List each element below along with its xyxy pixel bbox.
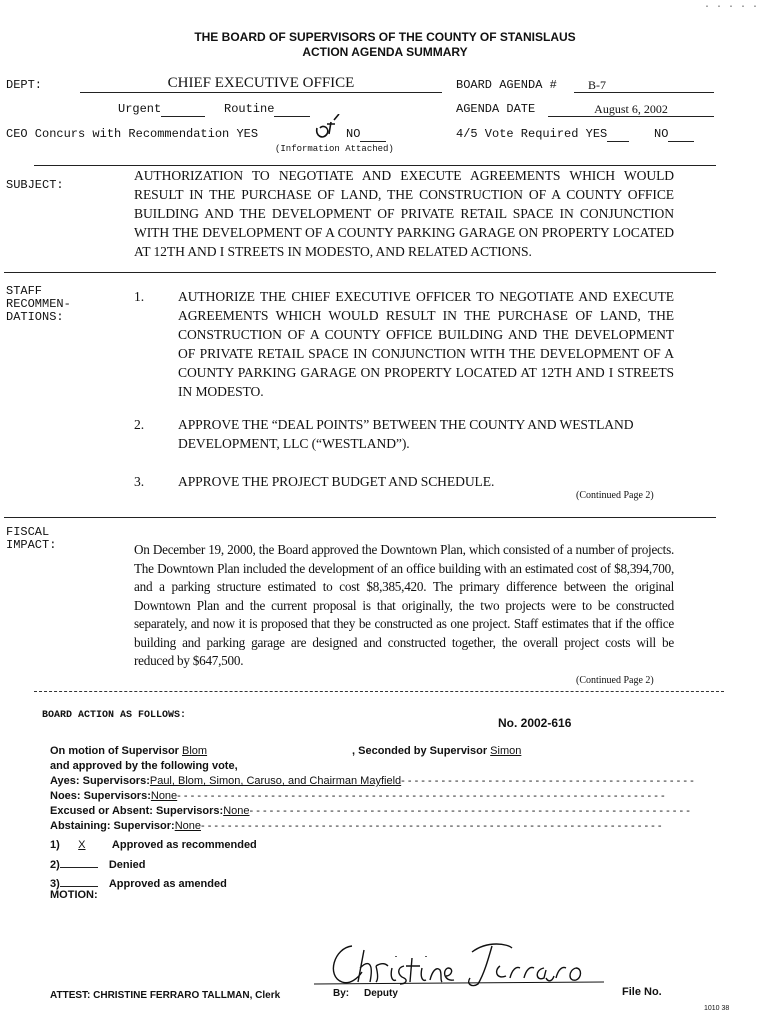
- ceo-concurs-label: CEO Concurs with Recommendation YES: [6, 127, 259, 141]
- seconded-supervisor: Simon: [490, 745, 522, 757]
- form-code: 1010 38: [704, 1005, 730, 1012]
- staff-bottom-rule: [4, 517, 716, 518]
- recommendation-3-number: 3.: [134, 474, 144, 489]
- ceo-no-text: NO: [346, 127, 361, 141]
- clerk-signature: [312, 930, 612, 990]
- board-agenda-label: BOARD AGENDA #: [456, 78, 557, 92]
- board-agenda-value: B-7: [574, 79, 714, 93]
- fiscal-continued-note: (Continued Page 2): [576, 675, 654, 686]
- recommendation-2-text: APPROVE THE “DEAL POINTS” BETWEEN THE COUNTY AND WESTLAND DEVELOPMENT, LLC (“WESTLAND”).: [178, 417, 634, 451]
- routine-blank: [274, 103, 310, 117]
- urgent-label: [118, 103, 205, 117]
- staff-label-line1: STAFF: [6, 284, 43, 298]
- staff-label-line3: DATIONS:: [6, 310, 64, 324]
- ayes-value: Paul, Blom, Simon, Caruso, and Chairman Mayfield: [149, 775, 402, 787]
- subject-bottom-rule: [4, 272, 716, 273]
- information-attached-note: (Information Attached): [275, 144, 394, 154]
- staff-label: [6, 285, 71, 324]
- four-fifths-no: [654, 128, 694, 142]
- deputy-label: Deputy: [364, 988, 398, 999]
- excused-label: Excused or Absent: Supervisors:: [50, 805, 224, 817]
- option-2-label: Denied: [108, 859, 146, 871]
- option-2-blank: [60, 857, 98, 868]
- recommendation-1-text: AUTHORIZE THE CHIEF EXECUTIVE OFFICER TO NEGOTIATE AND EXECUTE AGREEMENTS WHICH WOULD RESULT IN THE PURCHASE OF LAND, THE CONSTRUCTION OF A COUNTY OFFICE BUILDING AND THE DEVELOPMENT OF PRIVATE RETAIL SPACE IN CONJUNCTION WITH THE DEVELOPMENT OF A COUNTY PARKING GARAGE ON PROPERTY LOCATED AT 12TH AND I STREETS IN MODESTO.: [178, 289, 674, 399]
- ceo-no-blank: [360, 128, 386, 142]
- handwritten-check-mark: [313, 114, 343, 142]
- recommendation-1-number: 1.: [134, 289, 144, 304]
- noes-label: Noes: Supervisors:: [50, 790, 151, 802]
- motion-supervisor: Blom: [182, 745, 208, 757]
- file-number-label: File No.: [622, 986, 662, 998]
- abstaining-line: Abstaining: Supervisor:None- - - - - - - - - - - - - - - - - - - - - - - - - - - - - - - - - - - - - - - - - - - - - - - - - - - - - - - - - - - - - - - - - - - - -: [50, 820, 662, 832]
- urgent-blank: [161, 103, 205, 117]
- option-approved-amended: [50, 876, 227, 890]
- subject-text: AUTHORIZATION TO NEGOTIATE AND EXECUTE AGREEMENTS WHICH WOULD RESULT IN THE PURCHASE OF LAND, THE CONSTRUCTION OF A COUNTY OFFICE BUILDING AND THE DEVELOPMENT OF PRIVATE RETAIL SPACE IN CONJUNCTION WITH THE DEVELOPMENT OF A COUNTY PARKING GARAGE ON PROPERTY LOCATED AT 12TH AND I STREETS IN MODESTO, AND RELATED ACTIONS.: [134, 168, 674, 259]
- noes-value: None: [150, 790, 178, 802]
- dept-label: DEPT:: [6, 78, 43, 92]
- four-fifths-yes-blank: [607, 128, 629, 142]
- fiscal-label-line1: FISCAL: [6, 525, 50, 539]
- four-fifths-no-text: NO: [654, 127, 669, 141]
- recommendation-2-number: 2.: [134, 417, 144, 432]
- by-label: By:: [333, 988, 350, 999]
- option-3-label: Approved as amended: [108, 878, 227, 890]
- motion-line: [50, 745, 730, 757]
- subject-label: SUBJECT:: [6, 178, 64, 192]
- option-denied: [50, 857, 146, 871]
- routine-label: [224, 103, 310, 117]
- abstaining-value: None: [174, 820, 201, 832]
- excused-line: Excused or Absent: Supervisors:None- - - - - - - - - - - - - - - - - - - - - - - - - - - - - - - - - - - - - - - - - - - - - - - - - - - - - - - - - - - - - - - - - -: [50, 805, 690, 817]
- ayes-label: Ayes: Supervisors:: [50, 775, 150, 787]
- board-action-label: BOARD ACTION AS FOLLOWS:: [42, 710, 187, 721]
- fiscal-bottom-rule: [34, 691, 724, 692]
- option-3-blank: [60, 876, 98, 887]
- four-fifths-text: 4/5 Vote Required YES: [456, 127, 608, 141]
- fiscal-impact-text: On December 19, 2000, the Board approved the Downtown Plan, which consisted of a number of projects. The Downtown Plan included the development of an office building with an estimated cost of $8,394,700, and a parking structure estimated to cost $8,385,420. The primary difference between the original Downtown Plan and the current proposal is that originally, the two projects were to be constructed separately, and now it is proposed that they be constructed as one project. Staff estimates that if the office building and parking garage are designed and constructed together, the overall project costs will be reduced by $647,500.: [134, 542, 674, 668]
- attest-clerk: ATTEST: CHRISTINE FERRARO TALLMAN, Clerk: [50, 990, 281, 1001]
- corner-mark: . . . . .: [704, 0, 759, 11]
- option-approved-recommended: [50, 839, 257, 851]
- noes-line: Noes: Supervisors:None- - - - - - - - - - - - - - - - - - - - - - - - - - - - - - - - - - - - - - - - - - - - - - - - - - - - - - - - - - - - - - - - - - - - - - - - -: [50, 790, 665, 802]
- agenda-date-value: August 6, 2002: [548, 103, 714, 117]
- staff-continued-note: (Continued Page 2): [576, 490, 654, 501]
- four-fifths-no-blank: [668, 128, 694, 142]
- staff-label-line2: RECOMMEN-: [6, 297, 71, 311]
- dept-value: CHIEF EXECUTIVE OFFICE: [80, 75, 442, 93]
- seconded-prefix: , Seconded by Supervisor: [352, 745, 488, 757]
- fiscal-label-line2: IMPACT:: [6, 538, 57, 552]
- fiscal-label: [6, 526, 56, 552]
- option-3-number: 3): [50, 878, 60, 890]
- motion-prefix: On motion of Supervisor: [50, 745, 179, 757]
- document-subtitle: ACTION AGENDA SUMMARY: [302, 45, 468, 59]
- option-1-check: X: [78, 839, 86, 851]
- routine-text: Routine: [224, 102, 275, 116]
- ayes-line: Ayes: Supervisors:Paul, Blom, Simon, Caruso, and Chairman Mayfield- - - - - - - - - - - - - - - - - - - - - - - - - - - - - - - - - - - - - - - - - - - -: [50, 775, 694, 787]
- document-title: THE BOARD OF SUPERVISORS OF THE COUNTY OF STANISLAUS: [194, 30, 576, 44]
- option-1-label: Approved as recommended: [111, 839, 257, 851]
- agenda-date-label: AGENDA DATE: [456, 102, 536, 116]
- option-2-number: 2): [50, 859, 60, 871]
- urgent-text: Urgent: [118, 102, 162, 116]
- approved-vote-line: and approved by the following vote,: [50, 760, 238, 772]
- resolution-number: No. 2002-616: [498, 716, 572, 730]
- excused-value: None: [223, 805, 250, 817]
- recommendation-3-text: APPROVE THE PROJECT BUDGET AND SCHEDULE.: [178, 474, 495, 489]
- abstaining-label: Abstaining: Supervisor:: [50, 820, 175, 832]
- ceo-concurs-no: [346, 128, 386, 142]
- four-fifths-label: [456, 128, 629, 142]
- option-1-number: 1): [50, 839, 60, 851]
- motion-label: MOTION:: [50, 889, 98, 901]
